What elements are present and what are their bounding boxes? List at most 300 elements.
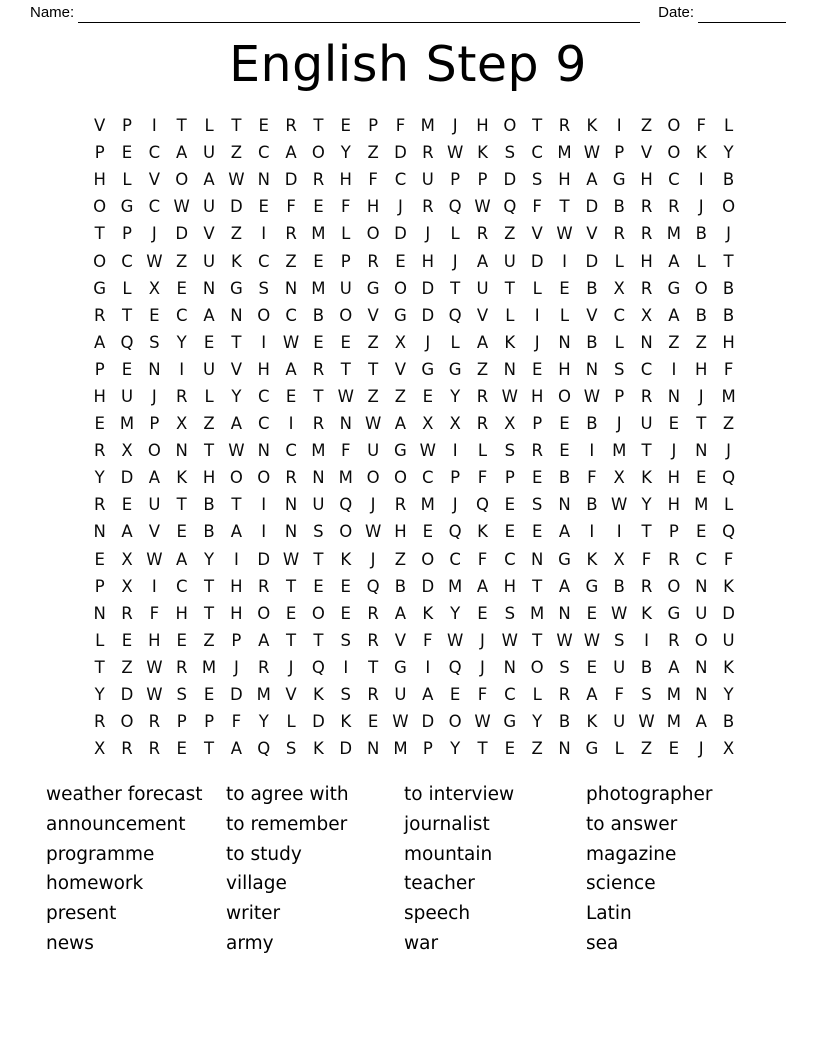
grid-cell[interactable]: N	[284, 278, 298, 298]
grid-cell[interactable]: L	[614, 739, 624, 759]
grid-cell[interactable]: J	[370, 495, 376, 515]
grid-cell[interactable]: R	[285, 224, 297, 244]
grid-cell[interactable]: E	[531, 359, 543, 379]
grid-cell[interactable]: A	[394, 603, 407, 623]
grid-cell[interactable]: L	[532, 685, 542, 705]
grid-cell[interactable]: C	[175, 576, 188, 596]
grid-cell[interactable]: W	[364, 414, 382, 434]
grid-cell[interactable]: O	[366, 468, 380, 488]
grid-cell[interactable]: E	[258, 197, 269, 217]
grid-cell[interactable]: X	[121, 441, 133, 461]
grid-cell[interactable]: A	[121, 522, 133, 542]
grid-cell[interactable]: Z	[695, 332, 707, 352]
grid-cell[interactable]: Z	[722, 414, 735, 434]
grid-cell[interactable]: F	[477, 468, 488, 488]
grid-cell[interactable]: I	[562, 251, 567, 271]
grid-cell[interactable]: E	[203, 685, 215, 705]
grid-cell[interactable]: R	[367, 630, 379, 650]
grid-cell[interactable]: R	[531, 441, 543, 461]
grid-cell[interactable]: W	[146, 685, 163, 705]
word-list-item[interactable]: village	[226, 873, 287, 895]
grid-cell[interactable]: R	[640, 576, 653, 596]
grid-cell[interactable]: C	[257, 251, 270, 271]
grid-cell[interactable]: O	[257, 468, 271, 488]
grid-cell[interactable]: Z	[394, 549, 407, 569]
grid-cell[interactable]: A	[422, 685, 434, 705]
grid-cell[interactable]: D	[585, 251, 599, 271]
grid-cell[interactable]: R	[668, 197, 680, 217]
grid-cell[interactable]: K	[176, 468, 188, 488]
grid-cell[interactable]: R	[668, 630, 680, 650]
grid-cell[interactable]: U	[148, 495, 161, 515]
grid-cell[interactable]: W	[583, 143, 601, 163]
grid-cell[interactable]: N	[695, 685, 708, 705]
grid-cell[interactable]: H	[421, 251, 434, 271]
grid-cell[interactable]: D	[585, 197, 599, 217]
grid-cell[interactable]: Z	[285, 251, 297, 271]
grid-cell[interactable]: D	[722, 603, 735, 623]
grid-cell[interactable]: N	[558, 603, 571, 623]
grid-cell[interactable]: R	[640, 386, 653, 406]
grid-cell[interactable]: N	[312, 468, 325, 488]
grid-cell[interactable]: T	[204, 576, 215, 596]
grid-cell[interactable]: X	[121, 576, 133, 596]
grid-cell[interactable]: O	[257, 305, 271, 325]
grid-cell[interactable]: A	[258, 630, 270, 650]
grid-cell[interactable]: J	[726, 441, 732, 461]
grid-cell[interactable]: S	[613, 359, 625, 379]
grid-cell[interactable]: O	[257, 603, 271, 623]
grid-cell[interactable]: R	[312, 170, 325, 190]
grid-cell[interactable]: X	[94, 739, 106, 759]
grid-cell[interactable]: F	[532, 197, 542, 217]
grid-cell[interactable]: B	[640, 657, 653, 677]
grid-cell[interactable]: Q	[448, 197, 462, 217]
grid-cell[interactable]: C	[257, 386, 270, 406]
grid-cell[interactable]: D	[120, 468, 134, 488]
grid-cell[interactable]: B	[586, 495, 598, 515]
grid-cell[interactable]: Z	[668, 332, 680, 352]
grid-cell[interactable]: A	[285, 143, 297, 163]
grid-cell[interactable]: E	[176, 522, 187, 542]
grid-cell[interactable]: E	[176, 278, 187, 298]
grid-cell[interactable]: T	[368, 657, 379, 677]
grid-cell[interactable]: Z	[203, 414, 215, 434]
grid-cell[interactable]: K	[723, 657, 734, 677]
grid-cell[interactable]: X	[148, 278, 161, 298]
word-list-item[interactable]: announcement	[46, 813, 186, 835]
grid-cell[interactable]: H	[339, 170, 352, 190]
grid-cell[interactable]: F	[231, 712, 242, 732]
grid-cell[interactable]: B	[558, 468, 571, 488]
grid-cell[interactable]: O	[694, 630, 708, 650]
grid-cell[interactable]: O	[722, 197, 736, 217]
grid-cell[interactable]: Q	[475, 495, 489, 515]
grid-cell[interactable]: K	[230, 251, 242, 271]
grid-cell[interactable]: T	[313, 630, 324, 650]
grid-cell[interactable]: I	[589, 522, 595, 542]
grid-cell[interactable]: J	[698, 739, 704, 759]
word-list-item[interactable]: sea	[586, 932, 619, 954]
grid-cell[interactable]: F	[149, 603, 160, 623]
grid-cell[interactable]: M	[311, 441, 326, 461]
grid-cell[interactable]: N	[366, 739, 380, 759]
grid-cell[interactable]: O	[93, 251, 107, 271]
grid-cell[interactable]: I	[179, 359, 185, 379]
grid-cell[interactable]: B	[586, 278, 598, 298]
grid-cell[interactable]: A	[285, 359, 297, 379]
grid-cell[interactable]: G	[585, 576, 599, 596]
grid-cell[interactable]: H	[230, 576, 243, 596]
grid-cell[interactable]: I	[288, 414, 294, 434]
grid-cell[interactable]: O	[311, 143, 325, 163]
grid-cell[interactable]: J	[534, 332, 540, 352]
grid-cell[interactable]: J	[452, 116, 458, 136]
grid-cell[interactable]: C	[148, 197, 161, 217]
grid-cell[interactable]: R	[640, 224, 653, 244]
grid-cell[interactable]: H	[257, 359, 270, 379]
grid-cell[interactable]: N	[257, 170, 270, 190]
grid-cell[interactable]: B	[695, 224, 707, 244]
grid-cell[interactable]: W	[282, 332, 300, 352]
grid-cell[interactable]: Q	[448, 657, 462, 677]
grid-cell[interactable]: O	[366, 224, 380, 244]
grid-cell[interactable]: O	[229, 468, 243, 488]
grid-cell[interactable]: Y	[176, 332, 187, 352]
grid-cell[interactable]: D	[312, 712, 325, 732]
grid-cell[interactable]: M	[612, 441, 627, 461]
grid-cell[interactable]: H	[175, 603, 188, 623]
grid-cell[interactable]: Y	[450, 739, 461, 759]
grid-cell[interactable]: T	[477, 739, 488, 759]
grid-cell[interactable]: R	[93, 712, 106, 732]
grid-cell[interactable]: E	[340, 603, 351, 623]
grid-cell[interactable]: G	[612, 170, 626, 190]
grid-cell[interactable]: H	[640, 170, 653, 190]
grid-cell[interactable]: X	[613, 549, 625, 569]
grid-cell[interactable]: N	[503, 657, 516, 677]
grid-cell[interactable]: E	[367, 712, 379, 732]
grid-cell[interactable]: M	[448, 576, 463, 596]
grid-cell[interactable]: B	[722, 712, 735, 732]
grid-cell[interactable]: E	[504, 522, 516, 542]
grid-cell[interactable]: Z	[476, 359, 489, 379]
grid-cell[interactable]: V	[476, 305, 489, 325]
grid-cell[interactable]: O	[503, 116, 517, 136]
grid-cell[interactable]: T	[231, 116, 242, 136]
grid-cell[interactable]: M	[557, 143, 572, 163]
grid-cell[interactable]: I	[616, 522, 622, 542]
grid-cell[interactable]: X	[504, 414, 516, 434]
grid-cell[interactable]: U	[203, 359, 216, 379]
grid-cell[interactable]: J	[425, 224, 431, 244]
grid-cell[interactable]: F	[341, 197, 351, 217]
grid-cell[interactable]: R	[312, 414, 325, 434]
grid-cell[interactable]: U	[503, 251, 516, 271]
grid-cell[interactable]: T	[121, 305, 133, 325]
grid-cell[interactable]: X	[176, 414, 188, 434]
grid-cell[interactable]: F	[341, 441, 351, 461]
grid-cell[interactable]: D	[421, 712, 435, 732]
grid-cell[interactable]: O	[694, 278, 708, 298]
grid-cell[interactable]: E	[395, 251, 406, 271]
grid-cell[interactable]: W	[282, 549, 300, 569]
grid-cell[interactable]: N	[695, 441, 708, 461]
grid-cell[interactable]: W	[611, 603, 628, 623]
grid-cell[interactable]: W	[419, 441, 436, 461]
grid-cell[interactable]: E	[504, 739, 516, 759]
grid-cell[interactable]: L	[95, 630, 105, 650]
grid-cell[interactable]: K	[586, 712, 598, 732]
grid-cell[interactable]: Y	[258, 712, 269, 732]
grid-cell[interactable]: Z	[367, 386, 379, 406]
grid-cell[interactable]: T	[641, 522, 652, 542]
grid-cell[interactable]: Q	[448, 522, 462, 542]
word-list-item[interactable]: Latin	[586, 903, 632, 925]
grid-cell[interactable]: E	[313, 576, 324, 596]
grid-cell[interactable]: A	[394, 414, 407, 434]
grid-cell[interactable]: E	[586, 603, 598, 623]
grid-cell[interactable]: E	[559, 278, 570, 298]
grid-cell[interactable]: G	[667, 278, 681, 298]
word-list-item[interactable]: photographer	[586, 784, 713, 805]
grid-cell[interactable]: V	[394, 359, 407, 379]
grid-cell[interactable]: W	[173, 197, 190, 217]
grid-cell[interactable]: Z	[394, 386, 407, 406]
grid-cell[interactable]: I	[151, 576, 157, 596]
grid-cell[interactable]: E	[340, 332, 351, 352]
grid-cell[interactable]: T	[340, 359, 351, 379]
grid-cell[interactable]: N	[284, 522, 298, 542]
grid-cell[interactable]: M	[530, 603, 545, 623]
grid-cell[interactable]: R	[422, 143, 434, 163]
grid-cell[interactable]: P	[450, 468, 461, 488]
grid-cell[interactable]: I	[261, 224, 267, 244]
grid-cell[interactable]: W	[638, 712, 655, 732]
grid-cell[interactable]: C	[257, 414, 270, 434]
grid-cell[interactable]: A	[586, 685, 598, 705]
grid-cell[interactable]: N	[695, 657, 708, 677]
grid-cell[interactable]: G	[503, 712, 517, 732]
grid-cell[interactable]: G	[93, 278, 107, 298]
grid-cell[interactable]: C	[668, 170, 680, 190]
grid-cell[interactable]: N	[230, 305, 243, 325]
grid-cell[interactable]: N	[284, 495, 298, 515]
grid-cell[interactable]: F	[641, 549, 652, 569]
grid-cell[interactable]: L	[122, 278, 132, 298]
grid-cell[interactable]: B	[586, 414, 598, 434]
grid-cell[interactable]: C	[695, 549, 707, 569]
grid-cell[interactable]: E	[449, 685, 461, 705]
grid-cell[interactable]: V	[586, 305, 598, 325]
grid-cell[interactable]: R	[613, 224, 625, 244]
grid-cell[interactable]: A	[203, 305, 215, 325]
grid-cell[interactable]: R	[640, 197, 653, 217]
grid-cell[interactable]: K	[641, 603, 652, 623]
grid-cell[interactable]: E	[285, 603, 297, 623]
grid-cell[interactable]: Q	[448, 305, 462, 325]
grid-cell[interactable]: K	[340, 712, 352, 732]
grid-cell[interactable]: G	[585, 739, 599, 759]
grid-cell[interactable]: H	[93, 170, 106, 190]
grid-cell[interactable]: M	[420, 116, 435, 136]
grid-cell[interactable]: P	[122, 224, 132, 244]
grid-cell[interactable]: F	[587, 468, 597, 488]
grid-cell[interactable]: Q	[339, 495, 353, 515]
grid-cell[interactable]: Z	[367, 143, 379, 163]
grid-cell[interactable]: D	[394, 143, 407, 163]
grid-cell[interactable]: O	[147, 441, 161, 461]
grid-cell[interactable]: P	[477, 170, 488, 190]
grid-cell[interactable]: E	[696, 468, 707, 488]
grid-cell[interactable]: M	[256, 685, 271, 705]
grid-cell[interactable]: A	[586, 170, 598, 190]
grid-cell[interactable]: Z	[230, 224, 243, 244]
grid-cell[interactable]: J	[480, 630, 485, 650]
grid-cell[interactable]: X	[613, 278, 625, 298]
grid-cell[interactable]: W	[556, 630, 573, 650]
grid-cell[interactable]: O	[667, 116, 681, 136]
grid-cell[interactable]: H	[202, 468, 216, 488]
grid-cell[interactable]: E	[176, 739, 187, 759]
grid-cell[interactable]: L	[723, 116, 734, 136]
grid-cell[interactable]: P	[122, 116, 132, 136]
grid-cell[interactable]: T	[286, 576, 297, 596]
grid-cell[interactable]: Y	[532, 712, 543, 732]
word-list-item[interactable]: magazine	[586, 843, 677, 865]
grid-cell[interactable]: F	[696, 116, 706, 136]
grid-cell[interactable]: N	[257, 441, 270, 461]
grid-cell[interactable]: U	[203, 251, 216, 271]
grid-cell[interactable]: U	[695, 603, 708, 623]
grid-cell[interactable]: E	[340, 576, 351, 596]
grid-cell[interactable]: L	[286, 712, 296, 732]
grid-cell[interactable]: G	[394, 441, 407, 461]
grid-cell[interactable]: A	[94, 332, 106, 352]
grid-cell[interactable]: N	[202, 278, 216, 298]
grid-cell[interactable]: P	[504, 468, 515, 488]
grid-cell[interactable]: V	[394, 630, 407, 650]
grid-cell[interactable]: R	[394, 495, 407, 515]
grid-cell[interactable]: H	[695, 359, 708, 379]
grid-cell[interactable]: R	[148, 739, 161, 759]
grid-cell[interactable]: L	[204, 116, 214, 136]
grid-cell[interactable]: B	[695, 305, 707, 325]
grid-cell[interactable]: F	[477, 685, 488, 705]
grid-cell[interactable]: D	[175, 224, 189, 244]
grid-cell[interactable]: A	[668, 305, 680, 325]
grid-cell[interactable]: C	[257, 143, 270, 163]
grid-cell[interactable]: Z	[230, 143, 243, 163]
grid-cell[interactable]: U	[120, 386, 134, 406]
grid-cell[interactable]: D	[394, 224, 407, 244]
grid-cell[interactable]: P	[532, 414, 543, 434]
grid-cell[interactable]: R	[285, 116, 297, 136]
grid-cell[interactable]: T	[204, 603, 215, 623]
grid-cell[interactable]: R	[422, 197, 434, 217]
grid-cell[interactable]: B	[613, 576, 625, 596]
grid-cell[interactable]: Z	[367, 332, 379, 352]
grid-cell[interactable]: L	[204, 386, 214, 406]
grid-cell[interactable]: D	[257, 549, 271, 569]
grid-cell[interactable]: S	[559, 657, 570, 677]
grid-cell[interactable]: W	[556, 224, 573, 244]
grid-cell[interactable]: Y	[641, 495, 652, 515]
grid-cell[interactable]: W	[474, 197, 491, 217]
grid-cell[interactable]: A	[558, 576, 571, 596]
grid-cell[interactable]: U	[613, 657, 626, 677]
grid-cell[interactable]: S	[641, 685, 652, 705]
grid-cell[interactable]: M	[666, 712, 682, 732]
grid-cell[interactable]: E	[531, 522, 543, 542]
grid-cell[interactable]: G	[667, 603, 681, 623]
grid-cell[interactable]: U	[722, 630, 735, 650]
grid-cell[interactable]: T	[313, 549, 324, 569]
grid-cell[interactable]: P	[368, 116, 379, 136]
word-list-item[interactable]: teacher	[404, 873, 475, 895]
grid-cell[interactable]: O	[311, 603, 325, 623]
grid-cell[interactable]: H	[148, 630, 161, 650]
grid-cell[interactable]: I	[261, 495, 267, 515]
grid-cell[interactable]: G	[394, 657, 407, 677]
grid-cell[interactable]: F	[477, 549, 488, 569]
word-list-item[interactable]: to answer	[586, 813, 678, 835]
grid-cell[interactable]: W	[501, 630, 518, 650]
grid-cell[interactable]: S	[504, 143, 516, 163]
grid-cell[interactable]: R	[93, 495, 106, 515]
grid-cell[interactable]: H	[503, 576, 517, 596]
grid-cell[interactable]: C	[504, 685, 516, 705]
grid-cell[interactable]: S	[613, 630, 625, 650]
date-input-line[interactable]	[698, 22, 786, 23]
grid-cell[interactable]: U	[312, 495, 325, 515]
grid-cell[interactable]: S	[340, 685, 351, 705]
grid-cell[interactable]: K	[641, 468, 652, 488]
grid-cell[interactable]: M	[420, 495, 435, 515]
grid-cell[interactable]: M	[393, 739, 408, 759]
grid-cell[interactable]: O	[448, 712, 462, 732]
grid-cell[interactable]: D	[339, 739, 353, 759]
grid-cell[interactable]: O	[120, 712, 134, 732]
grid-cell[interactable]: I	[534, 305, 540, 325]
grid-cell[interactable]: C	[449, 549, 461, 569]
grid-cell[interactable]: R	[668, 549, 680, 569]
grid-cell[interactable]: A	[176, 549, 188, 569]
grid-cell[interactable]: O	[175, 170, 189, 190]
grid-cell[interactable]: F	[395, 116, 406, 136]
grid-cell[interactable]: Q	[722, 468, 736, 488]
grid-cell[interactable]: Z	[531, 739, 543, 759]
grid-cell[interactable]: I	[343, 657, 349, 677]
grid-cell[interactable]: E	[559, 441, 570, 461]
grid-cell[interactable]: T	[231, 495, 242, 515]
grid-cell[interactable]: K	[695, 143, 707, 163]
grid-cell[interactable]: E	[121, 630, 133, 650]
grid-cell[interactable]: V	[640, 143, 653, 163]
grid-cell[interactable]: W	[337, 386, 354, 406]
grid-cell[interactable]: O	[339, 305, 353, 325]
grid-cell[interactable]: H	[667, 468, 681, 488]
grid-cell[interactable]: P	[94, 576, 105, 596]
grid-cell[interactable]: E	[285, 386, 297, 406]
grid-cell[interactable]: Z	[203, 630, 215, 650]
grid-cell[interactable]: J	[480, 657, 485, 677]
grid-cell[interactable]: J	[452, 495, 458, 515]
grid-cell[interactable]: R	[367, 251, 379, 271]
grid-cell[interactable]: E	[313, 332, 324, 352]
grid-cell[interactable]: C	[285, 441, 297, 461]
grid-cell[interactable]: G	[229, 278, 243, 298]
